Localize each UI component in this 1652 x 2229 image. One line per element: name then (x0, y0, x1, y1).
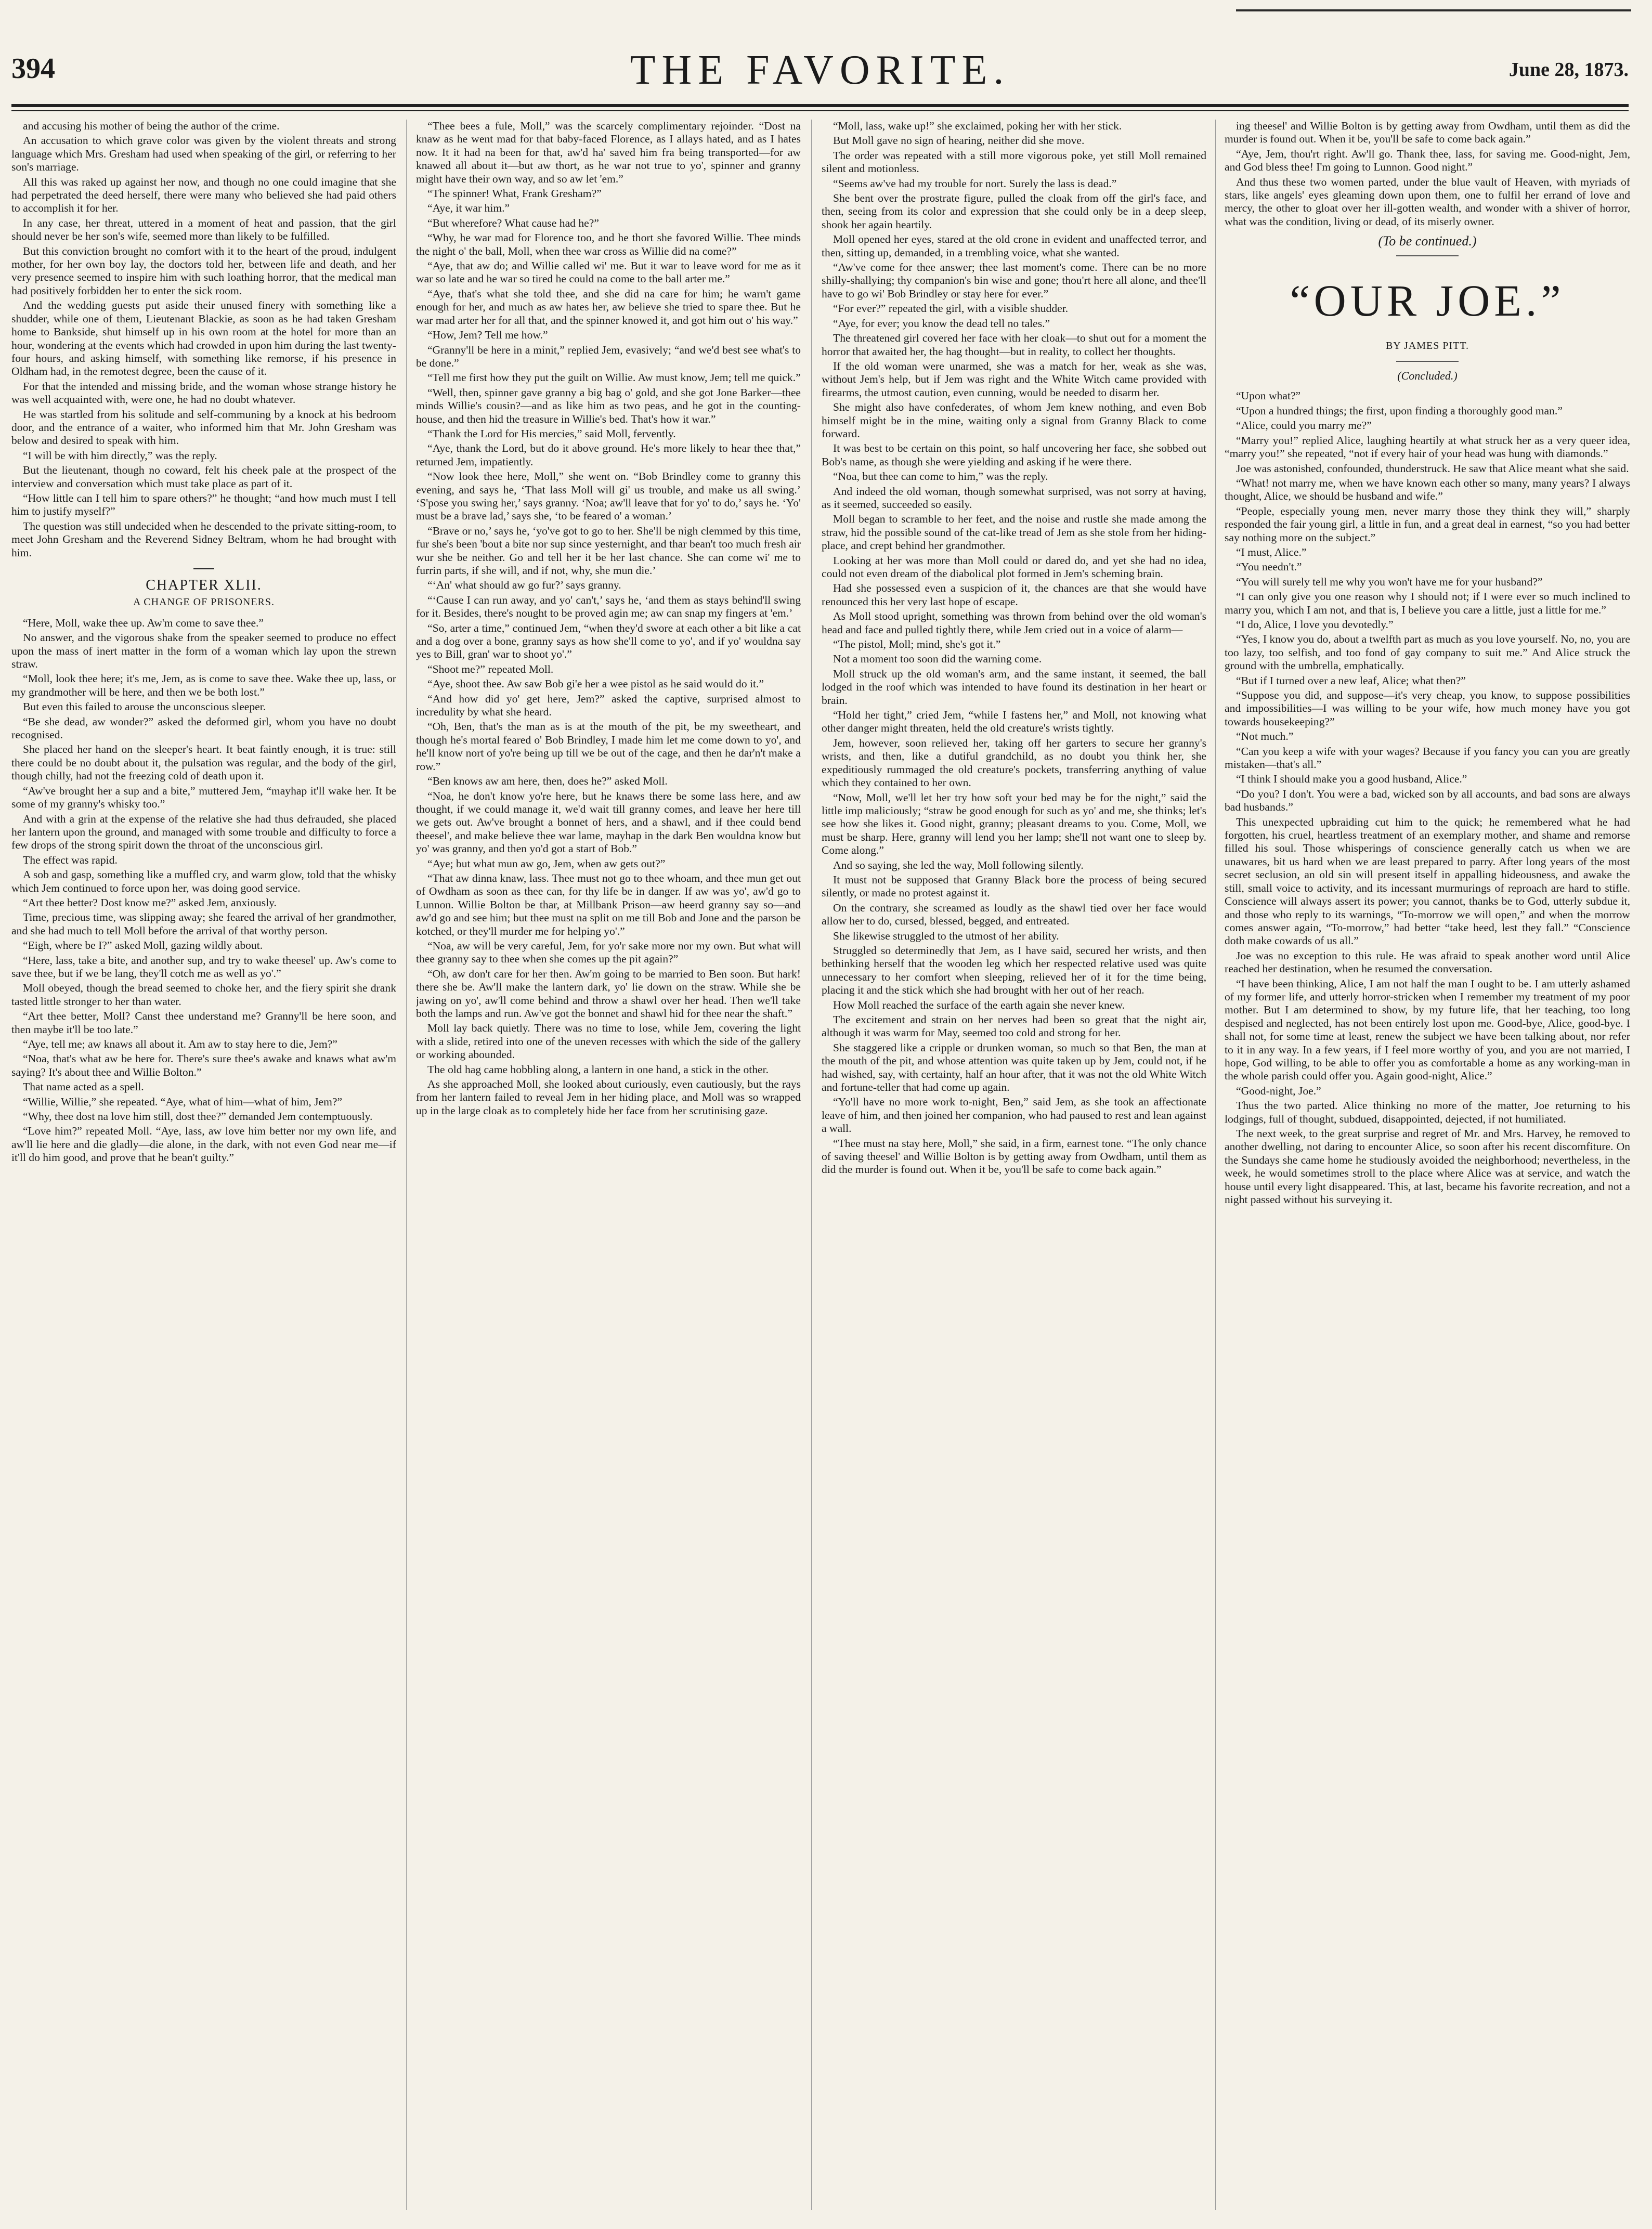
paragraph: No answer, and the vigorous shake from the speaker seemed to produce no effect upon the mass of inert matter in the form of a woman which lay upon the strewn straw. (11, 631, 396, 671)
paragraph: “And how did yo' get here, Jem?” asked the captive, surprised almost to incredulity by what she heard. (416, 692, 801, 719)
paragraph: Looking at her was more than Moll could or dared do, and yet she had no idea, could not even dream of the diabolical plot formed in Jem's scheming brain. (822, 554, 1206, 580)
paragraph: “Suppose you did, and suppose—it's very cheap, you know, to suppose possibilities and impossibilities—I was willing to be your wife, how much money have you got towards housekeeping?” (1225, 689, 1630, 728)
paragraph: All this was raked up against her now, and though no one could imagine that she had perpetrated the deed herself, there were many who believed she had paid others to accomplish it for her. (11, 175, 396, 215)
masthead (11, 47, 1629, 96)
paragraph: “I must, Alice.” (1236, 545, 1307, 558)
paragraph: “‘An' what should aw go fur?’ says granny. (427, 579, 621, 592)
paragraph: He was startled from his solitude and self-communing by a knock at his bedroom door, and the entrance of a waiter, who informed him that Mr. John Gresham was below and desired to speak with him. (11, 408, 396, 447)
paragraph: Struggled so determinedly that Jem, as I have said, secured her wrists, and then bethinking herself that the wooden leg which her respected relative used was quite unnecessary to her comfort when sleeping, relieved her of it for the time being, placing it and the stick which she had brought with her out of her reach. (822, 944, 1206, 997)
paragraph: And the wedding guests put aside their unused finery with something like a shudder, while one of them, Lieutenant Blackie, as soon as he had taken Gresham home to Bankside, shut himself up in his own room at the hotel for more than an hour, wondering at the events which had crowded in upon him during the last twenty-four hours, and asking himself, with something like remorse, if his presence in Oldham had, in the remotest degree, been the cause of it. (11, 299, 396, 378)
paragraph: “Moll, look thee here; it's me, Jem, as is come to save thee. Wake thee up, lass, or my grandmother will be here, and then we be both lost.” (11, 672, 396, 698)
paragraph: That name acted as a spell. (23, 1080, 144, 1093)
paragraph: “Upon what?” (1236, 389, 1301, 402)
paragraph: “Aye, thank the Lord, but do it above ground. He's more likely to hear thee that,” returned Jem, impatiently. (416, 442, 801, 468)
paragraph: “Moll, lass, wake up!” she exclaimed, poking her with her stick. (833, 120, 1122, 132)
paragraph: She bent over the prostrate figure, pulled the cloak from off the girl's face, and then, seeing from its color and expression that she could only be in a deep sleep, shook her again heartily. (822, 192, 1206, 231)
paragraph: “That aw dinna knaw, lass. Thee must not go to thee whoam, and thee mun get out of Owdham as soon as thee can, for thy life be in danger. If aw was yo', aw'd go to Lunnon. Willie Bolton be thar, at Millbank Prison—aw heerd granny say so—and aw'd go and see him; but thee must na split on me till Bob and Jone and the parson be kotched, or they'll murder me for helping yo'.” (416, 871, 801, 937)
section-rule (1396, 255, 1459, 256)
paragraph: Not a moment too soon did the warning come. (833, 653, 1042, 666)
paragraph: And so saying, she led the way, Moll following silently. (833, 858, 1084, 871)
paragraph: Moll began to scramble to her feet, and the noise and rustle she made among the straw, hid the possible sound of the cat-like tread of Jem as she stole from her hiding-place, and crept behind her grandmother. (822, 513, 1206, 552)
paragraph: And thus these two women parted, under the blue vault of Heaven, with myriads of stars, like angels' eyes gleaming down upon them, one to fulfil her errand of love and mercy, the other to gloat over her ill-gotten wealth, and wonder with a shiver of horror, what was the condition, living or dead, of its miserly owner. (1225, 175, 1630, 228)
column-divider (1215, 120, 1216, 2210)
paragraph: And with a grin at the expense of the relative she had thus defrauded, she placed her lantern upon the ground, and managed with some trouble and difficulty to force a few drops of the strong spirit down the throat of the unconscious girl. (11, 812, 396, 852)
paragraph: Moll opened her eyes, stared at the old crone in evident and unaffected terror, and then, sitting up, demanded, in a trembling voice, what she wanted. (822, 233, 1206, 259)
paragraph: “How little can I tell him to spare others?” he thought; “and how much must I tell him to justify myself?” (11, 491, 396, 518)
paragraph: She might also have confederates, of whom Jem knew nothing, and even Bob himself might be in the mine, waiting only a signal from Granny Black to come forward. (822, 401, 1206, 440)
paragraph: “Here, Moll, wake thee up. Aw'm come to save thee.” (23, 616, 264, 629)
paragraph: “But wherefore? What cause had he?” (427, 216, 599, 229)
paragraph: And indeed the old woman, though somewhat surprised, was not sorry at having, as it seemed, succeeded so easily. (822, 485, 1206, 511)
paragraph: “Aw've brought her a sup and a bite,” muttered Jem, “mayhap it'll wake her. It be some of my granny's whisky too.” (11, 784, 396, 811)
paragraph: A sob and gasp, something like a muffled cry, and warm glow, told that the whisky which Jem continued to force upon her, was doing good service. (11, 868, 396, 894)
paragraph: How Moll reached the surface of the earth again she never knew. (833, 998, 1125, 1011)
paragraph: “People, especially young men, never marry those they think they will,” sharply responded the fair young girl, a little in fun, and a great deal in earnest, “so you had better say nothing more on the subject.” (1225, 504, 1630, 544)
paragraph: As she approached Moll, she looked about curiously, even cautiously, but the rays from her lantern failed to reveal Jem in her hiding place, and Moll was so wrapped up in the large cloak as to completely hide her face from her scrutinising gaze. (416, 1078, 801, 1117)
paragraph: She placed her hand on the sleeper's heart. It beat faintly enough, it is true: still there could be no doubt about it, the pulsation was regular, and the body of the girl, though chilly, had not the freezing cold of death upon it. (11, 743, 396, 783)
paragraph: “Aye, tell me; aw knaws all about it. Am aw to stay here to die, Jem?” (23, 1038, 337, 1050)
paragraph: “Why, he war mad for Florence too, and he thort she favored Willie. Thee minds the night o' the ball, Moll, when thee war cross as Willie did na come?” (416, 231, 801, 257)
paragraph: The next week, to the great surprise and regret of Mr. and Mrs. Harvey, he removed to another dwelling, not daring to encounter Alice, so soon after his recent discomfiture. On the Sundays she came home he studiously avoided the neighborhood; nevertheless, in the week, he would sometimes stroll to the place where Alice was at service, and watch the house until every light disappeared. This, at last, became his favorite recreation, and not a night passed without his surveying it. (1225, 1127, 1630, 1206)
paragraph: “Willie, Willie,” she repeated. “Aye, what of him—what of him, Jem?” (23, 1095, 343, 1108)
paragraph: “Can you keep a wife with your wages? Because if you fancy you can you are greatly mistaken—that's all.” (1225, 745, 1630, 771)
paragraph: “Here, lass, take a bite, and another sup, and try to wake theesel' up. Aw's come to save thee, but if we be lang, they'll cotch me as well as yo'.” (11, 954, 396, 980)
paragraph: Joe was astonished, confounded, thunderstruck. He saw that Alice meant what she said. (1236, 462, 1629, 475)
paragraph: The threatened girl covered her face with her cloak—to shut out for a moment the horror that awaited her, the hag thought—but in reality, to collect her thoughts. (822, 332, 1206, 358)
paragraph: Moll obeyed, though the bread seemed to choke her, and the fiery spirit she drank tasted little stronger to her than water. (11, 982, 396, 1008)
paragraph: Jem, however, soon relieved her, taking off her garters to secure her granny's wrists, and then, like a dutiful grandchild, as no doubt you think her, she expeditiously rummaged the old creature's pockets, transferring anything of value which they contained to her own. (822, 736, 1206, 789)
paragraph: “Yo'll have no more work to-night, Ben,” said Jem, as she took an affectionate leave of him, and then joined her companion, who had paused to rest and lean against a wall. (822, 1096, 1206, 1135)
paragraph: Joe was no exception to this rule. He was afraid to speak another word until Alice reached her destination, when he resumed the conversation. (1225, 949, 1630, 975)
paragraph: “Aye, shoot thee. Aw saw Bob gi'e her a wee pistol as he said would do it.” (427, 677, 764, 690)
paragraph: “Brave or no,’ says he, ‘yo've got to go to her. She'll be nigh clemmed by this time, fur she's been 'bout a bite nor sup since yesternight, and thar bean't too much fresh air wur she be neither. Go and tell her it be her last chance. She can come wi' me to furrin parts, if she will, and if not, why, she mun die.’ (416, 524, 801, 577)
paragraph: “Eigh, where be I?” asked Moll, gazing wildly about. (23, 939, 263, 952)
paragraph: “Aye, for ever; you know the dead tell no tales.” (833, 317, 1050, 330)
page-number: 394 (11, 53, 55, 85)
column-3 (822, 120, 1206, 2210)
paragraph: ing theesel' and Willie Bolton is by getting away from Owdham, until them as did the murder is found out. When it be, you'll be safe to come back again.” (1225, 120, 1630, 146)
to-be-continued: (To be continued.) (1378, 233, 1477, 249)
paragraph: “I do, Alice, I love you devotedly.” (1236, 618, 1394, 631)
paragraph: This unexpected upbraiding cut him to the quick; he remembered what he had forgotten, his cruel, heartless treatment of an exemplary mother, and shame and remorse filled his soul. Those whisperings of conscience generally catch us when we are unawares, bit us hard when we are least prepared to parry. After long years of the most secret seclusion, an old sin will present itself in appalling hideousness, and awake the still, small voice to activity, and its incessant murmurings of reproach are hard to stifle. Conscience will always assert its power; you cannot, thanks be to God, utterly subdue it, and those who reply to its warnings, “To-morrow we will open,” and when the morrow comes answer again, “To-morrow,” had better “take heed, lest they fall.” “Conscience doth make cowards of us all.” (1225, 815, 1630, 947)
paragraph: “I can only give you one reason why I should not; if I were ever so much inclined to marry you, which I am not, and that is, I believe you care a little, just a little for me.” (1225, 590, 1630, 616)
paragraph: Time, precious time, was slipping away; she feared the arrival of her grandmother, and she had much to tell Moll before the arrival of that worthy person. (11, 911, 396, 937)
paragraph: “Alice, could you marry me?” (1236, 419, 1372, 432)
paragraph: “The pistol, Moll; mind, she's got it.” (833, 638, 1001, 651)
paragraph: “Hold her tight,” cried Jem, “while I fastens her,” and Moll, not knowing what other danger might threaten, held the old creature's wrists tightly. (822, 709, 1206, 735)
byline: BY JAMES PITT. (1385, 340, 1469, 351)
section-rule (1396, 361, 1459, 362)
paragraph: “Now look thee here, Moll,” she went on. “Bob Brindley come to granny this evening, and says he, ‘That lass Moll will gi' us trouble, and make us all swing.’ ‘S'pose you swing her,’ says granny. ‘Noa; aw'll leave that for yo' to do,’ says he. ‘Yo' must be a brave lad,’ says she, ‘to be feared o' a woman.’ (416, 470, 801, 523)
paragraph: “Oh, Ben, that's the man as is at the mouth of the pit, be my sweetheart, and though he's mortal feared o' Bob Brindley, I made him let me come down to yo', and he'll know nort of yo're being up till we be out of the cage, and then he dar'n't make a row.” (416, 720, 801, 773)
paragraph: “Aye, it war him.” (427, 202, 510, 215)
issue-date: June 28, 1873. (1508, 59, 1629, 81)
paragraph: “Now, Moll, we'll let her try how soft your bed may be for the night,” said the little imp maliciously; “straw be good enough for such as yo' and me, she thinks; let's see how she likes it. Good night, granny; pleasant dreams to you. Come, Moll, we must be sharp. Here, granny will lend you her lamp; she'll not want one to sleep by. Come along.” (822, 791, 1206, 857)
header-rule-thin (11, 110, 1629, 111)
paragraph: “Noa, he don't know yo're here, but he knaws there be some lass here, and aw thought, if we could manage it, we'd wait till granny comes, and leave her here till we gets out. Aw've brought a bonnet of hers, and a shawl, and if thee could bend theesel', and make believe thee war lame, mayhap in the dark Ben wouldna know but yo' was granny, and then yo'd got a start of Bob.” (416, 789, 801, 855)
paragraph: “Yes, I know you do, about a twelfth part as much as you love yourself. No, no, you are too lazy, too selfish, and too fond of gay company to suit me.” And Alice struck the ground with the umbrella, emphatically. (1225, 633, 1630, 672)
paragraph: “Noa, but thee can come to him,” was the reply. (833, 470, 1048, 483)
paragraph: “Thank the Lord for His mercies,” said Moll, fervently. (427, 427, 676, 440)
paragraph: “Tell me first how they put the guilt on Willie. Aw must know, Jem; tell me quick.” (427, 371, 801, 384)
section-rule (193, 568, 214, 569)
paragraph: “Well, then, spinner gave granny a big bag o' gold, and she got Jone Barker—thee minds Willie's cousin?—and as like him as two peas, and he got in the counting-house, and then hid the treasure in Willie's bed. That's how it war.” (416, 386, 801, 425)
paragraph: “I have been thinking, Alice, I am not half the man I ought to be. I am utterly ashamed of my former life, and utterly horror-stricken when I remember my treatment of my poor mother. But I am determined to show, by my future life, that her teaching, too long despised and neglected, has not been entirely lost upon me. Good-bye, Alice, good-bye. I shall not, for some time at least, renew the subject we have been talking about, nor refer to it in any way. In a few years, if I feel more worthy of you, and you are not married, I hope, God willing, to be able to offer you as comfortable a home as any working-man in the whole parish could offer you. Again good-night, Alice.” (1225, 977, 1630, 1083)
paragraph: Thus the two parted. Alice thinking no more of the matter, Joe returning to his lodgings, full of thought, subdued, disappointed, dejected, if not humiliated. (1225, 1099, 1630, 1125)
paragraph: “Good-night, Joe.” (1236, 1084, 1321, 1097)
paragraph: “What! not marry me, when we have known each other so many, many years? I always thought, Alice, we should be husband and wife.” (1225, 476, 1630, 503)
paragraph: In any case, her threat, uttered in a moment of heat and passion, that the girl should never be her son's wife, seemed more than likely to be fulfilled. (11, 216, 396, 243)
paragraph: “Seems aw've had my trouble for nort. Surely the lass is dead.” (833, 177, 1117, 190)
paragraph: “Marry you!” replied Alice, laughing heartily at what struck her as a very queer idea, “marry you!” she repeated, “not if every hair of your head was hung with diamonds.” (1225, 434, 1630, 460)
chapter-subtitle: A CHANGE OF PRISONERS. (133, 596, 275, 608)
paragraph: If the old woman were unarmed, she was a match for her, weak as she was, without Jem's help, but if Jem was right and the White Witch came provided with firearms, the utmost caution, even cunning, would be needed to disarm her. (822, 359, 1206, 399)
paragraph: “The spinner! What, Frank Gresham?” (427, 187, 602, 200)
paragraph: “So, arter a time,” continued Jem, “when they'd swore at each other a bit like a cat and a dog over a bone, granny says as how she'll come to yo', and if yo' wouldna say yes to Bill, gran' war to shoot yo'.” (416, 621, 801, 661)
paragraph: It was best to be certain on this point, so half uncovering her face, she sobbed out Bob's name, as though she were yielding and asking if he were there. (822, 442, 1206, 468)
paragraph: “Art thee better? Dost know me?” asked Jem, anxiously. (23, 896, 277, 909)
column-divider (811, 120, 812, 2210)
paragraph: “Noa, that's what aw be here for. There's sure thee's awake and knaws what aw'm saying? It's about thee and Willie Bolton.” (11, 1052, 396, 1078)
publication-title: THE FAVORITE. (630, 47, 1010, 93)
paragraph: But Moll gave no sign of hearing, neither did she move. (833, 134, 1085, 147)
paragraph: “Do you? I don't. You were a bad, wicked son by all accounts, and bad sons are always bad husbands.” (1225, 787, 1630, 814)
paragraph: “Not much.” (1236, 730, 1294, 743)
paragraph: But this conviction brought no comfort with it to the heart of the proud, indulgent mother, for her own boy lay, the doctors told her, between life and death, and her very presence seemed to inspire him with such loathing horror, that the medical man had positively forbidden her to enter the sick room. (11, 244, 396, 297)
paragraph: “You needn't.” (1236, 560, 1302, 573)
paragraph: “Thee bees a fule, Moll,” was the scarcely complimentary rejoinder. “Dost na knaw as he went mad for that baby-faced Florence, as I allays hated, and as I hates now. It it had na been for that, aw'd ha' saved him fra being transported—for aw knawed all about it—but aw thort, as he war not true to yo', spinner and granny might have their own way, and so aw let 'em.” (416, 120, 801, 185)
paragraph: “Oh, aw don't care for her then. Aw'm going to be married to Ben soon. But hark! there she be. Aw'll make the lantern dark, yo' lie down on the straw. While she be jawing on yo', aw'll come behind and throw a shawl over her head. Then we'll take both the lamps and run. Aw've got the bonnet and shawl hid for thee near the shaft.” (416, 967, 801, 1020)
paragraph: But even this failed to arouse the unconscious sleeper. (23, 700, 266, 713)
paragraph: “Be she dead, aw wonder?” asked the deformed girl, whom you have no doubt recognised. (11, 715, 396, 741)
paragraph: “Aye, Jem, thou'rt right. Aw'll go. Thank thee, lass, for saving me. Good-night, Jem, and God bless thee! I'm going to Lunnon. Good night.” (1225, 147, 1630, 174)
paragraph: But the lieutenant, though no coward, felt his cheek pale at the prospect of the interview and conversation which must take place as part of it. (11, 464, 396, 490)
paragraph: She staggered like a cripple or drunken woman, so much so that Ben, the man at the mouth of the pit, and whose attention was quite taken up by Jem, could not, if he had wished, say, with certainty, half an hour after, that it was not the old White Witch and fortune-teller that had come up again. (822, 1041, 1206, 1094)
paragraph: “I think I should make you a good husband, Alice.” (1236, 773, 1467, 786)
paragraph: “For ever?” repeated the girl, with a visible shudder. (833, 302, 1069, 315)
paragraph: The order was repeated with a still more vigorous poke, yet still Moll remained silent and motionless. (822, 149, 1206, 175)
scan-edge (0, 0, 1652, 21)
paragraph: “Noa, aw will be very careful, Jem, for yo'r sake more nor my own. But what will thee granny say to thee when she comes up the pit again?” (416, 939, 801, 966)
paragraph: It must not be supposed that Granny Black bore the process of being secured silently, or made no protest against it. (822, 873, 1206, 900)
paragraph: “Aw've come for thee answer; thee last moment's come. There can be no more shilly-shallying; thy companion's bin wise and gone; thou'rt here all alone, and thee'll have to go wi' Bob Brindley or stay here for ever.” (822, 261, 1206, 300)
scan-mark (1236, 9, 1631, 11)
column-2 (416, 120, 801, 2210)
paragraph: “Aye; but what mun aw go, Jem, when aw gets out?” (427, 857, 666, 870)
paragraph: “Love him?” repeated Moll. “Aye, lass, aw love him better nor my own life, and aw'll lie here and die gladly—die alone, in the dark, with not even God near me—if it'll do him good, and prove that he bean't guilty.” (11, 1125, 396, 1164)
story-title: “OUR JOE.” (1290, 275, 1565, 325)
header-rule (11, 104, 1629, 107)
paragraph: “You will surely tell me why you won't have me for your husband?” (1236, 575, 1543, 588)
paragraph: “Why, thee dost na love him still, dost thee?” demanded Jem contemptuously. (23, 1110, 373, 1123)
paragraph: “I will be with him directly,” was the reply. (23, 449, 217, 462)
column-1 (11, 120, 396, 2210)
paragraph: “Aye, that aw do; and Willie called wi' me. But it war to leave word for me as it war so late and he war so tired he could na come to the ball arter me.” (416, 259, 801, 285)
paragraph: “Thee must na stay here, Moll,” she said, in a firm, earnest tone. “The only chance of saving theesel' and Willie Bolton is by getting away from Owdham, until them as did the murder is found out. When it be, you'll be safe to come back again.” (822, 1137, 1206, 1176)
chapter-heading: CHAPTER XLII. (146, 577, 262, 593)
column-4 (1225, 120, 1630, 2210)
paragraph: Had she possessed even a suspicion of it, the chances are that she would have renounced this her very last hope of escape. (822, 582, 1206, 608)
paragraph: On the contrary, she screamed as loudly as the shawl tied over her face would allow her to do, cursed, blessed, begged, and entreated. (822, 901, 1206, 928)
paragraph: and accusing his mother of being the author of the crime. (23, 120, 280, 132)
paragraph: “Shoot me?” repeated Moll. (427, 662, 554, 675)
paragraph: The effect was rapid. (23, 853, 118, 866)
paragraph: The excitement and strain on her nerves had been so great that the night air, although it was warm for May, seemed too cold and strong for her. (822, 1013, 1206, 1039)
paragraph: “Ben knows aw am here, then, does he?” asked Moll. (427, 775, 668, 788)
paragraph: “Granny'll be here in a minit,” replied Jem, evasively; “and we'd best see what's to be done.” (416, 343, 801, 369)
column-divider (406, 120, 407, 2210)
paragraph: The old hag came hobbling along, a lantern in one hand, a stick in the other. (427, 1063, 769, 1076)
paragraph: “Art thee better, Moll? Canst thee understand me? Granny'll be here soon, and then maybe it'll be too late.” (11, 1010, 396, 1036)
paragraph: Moll lay back quietly. There was no time to lose, while Jem, covering the light with a slide, retired into one of the uneven recesses with which the side of the gallery or working abounded. (416, 1022, 801, 1061)
paragraph: As Moll stood upright, something was thrown from behind over the old woman's head and face and pulled tightly there, while Jem cried out in a voice of alarm— (822, 610, 1206, 636)
paragraph: The question was still undecided when he descended to the private sitting-room, to meet John Gresham and the Reverend Sidney Beltram, whom he had brought with him. (11, 519, 396, 559)
concluded-note: (Concluded.) (1397, 369, 1458, 383)
paragraph: “How, Jem? Tell me how.” (427, 329, 548, 342)
paragraph: “Upon a hundred things; the first, upon finding a thoroughly good man.” (1236, 404, 1563, 417)
paragraph: She likewise struggled to the utmost of her ability. (833, 929, 1059, 942)
paragraph: “But if I turned over a new leaf, Alice; what then?” (1236, 674, 1466, 687)
paragraph: Moll struck up the old woman's arm, and the same instant, it seemed, the ball lodged in the roof which was intended to have found its destination in her heart or brain. (822, 667, 1206, 707)
paragraph: “‘Cause I can run away, and yo' can't,’ says he, ‘and them as stays behind'll swing for it. Besides, there's nought to be proved agin me; aw can snap my fingers at 'em.’ (416, 593, 801, 620)
paragraph: “Aye, that's what she told thee, and she did na care for him; he warn't game enough for her, and much as aw hates her, aw believe she tried to spare thee. But he war mad arter her for all that, and the spinner knowed it, and got him out o' his way.” (416, 287, 801, 327)
paragraph: An accusation to which grave color was given by the violent threats and strong language which Mrs. Gresham had used when speaking of the girl, or referring to her son's marriage. (11, 134, 396, 174)
paragraph: For that the intended and missing bride, and the woman whose strange history he was well acquainted with, were one, he had no doubt whatever. (11, 380, 396, 406)
